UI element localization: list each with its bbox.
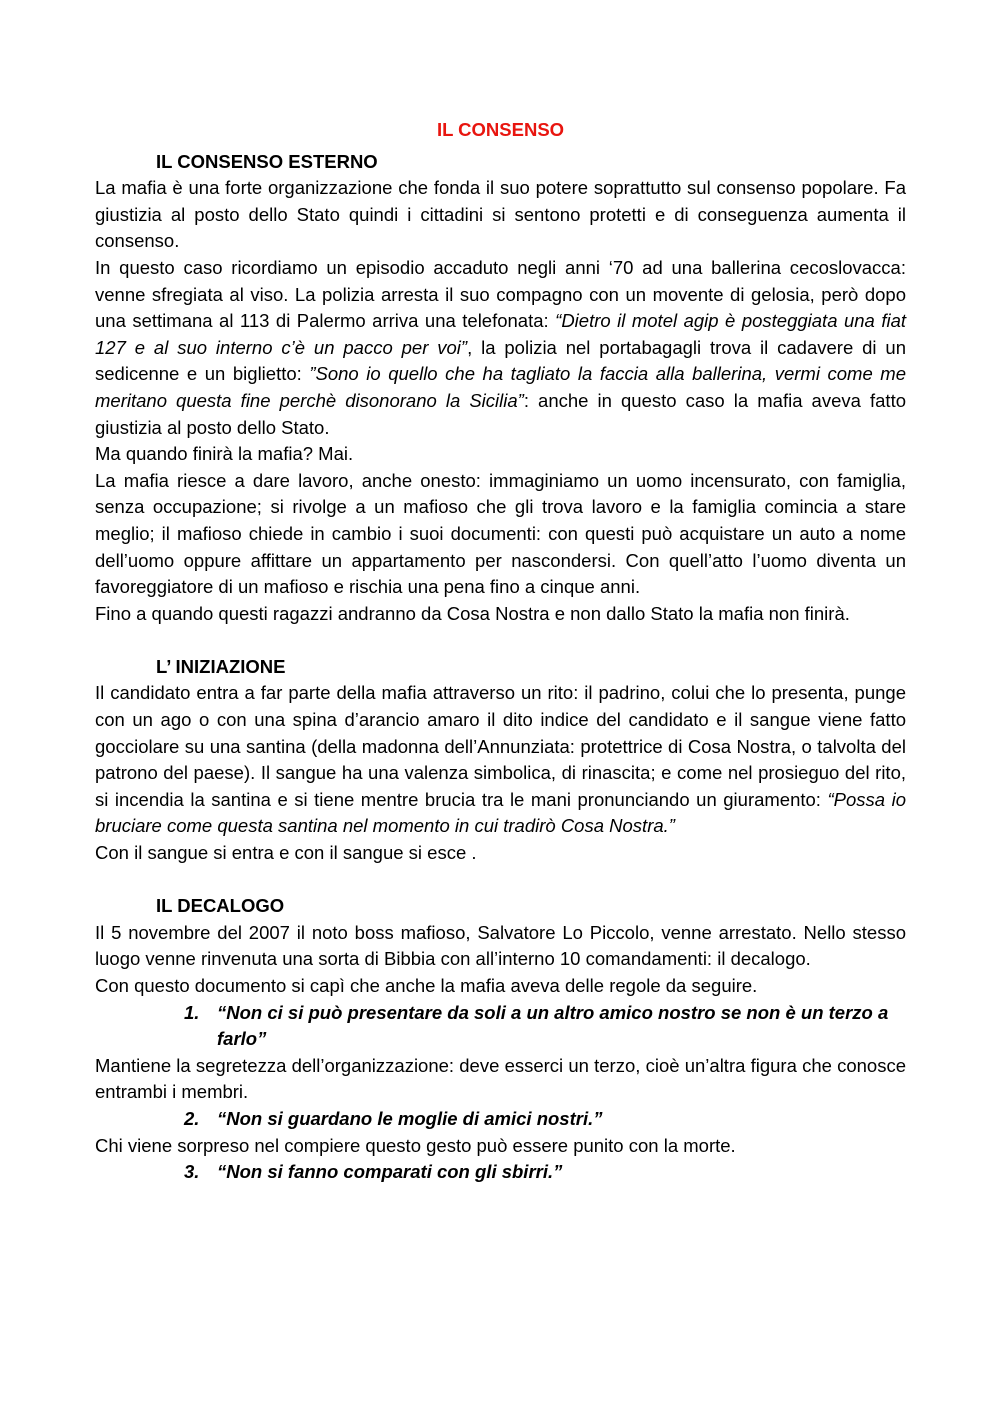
document-title: IL CONSENSO — [436, 119, 565, 140]
rule-list-item — [95, 1106, 906, 1133]
paragraph: Ma quando finirà la mafia? Mai. — [95, 443, 354, 465]
paragraph: Con il sangue si entra e con il sangue si esce . — [95, 842, 477, 864]
rule-explanation: Mantiene la segretezza dell’organizzazione: deve esserci un terzo, cioè un’altra figura che conosce entrambi i membri. — [95, 1054, 906, 1103]
paragraph: La mafia è una forte organizzazione che fonda il suo potere soprattutto sul consenso popolare. Fa giustizia al posto dello Stato quindi i cittadini si sentono protetti e di conseguenza aumenta il consenso. — [95, 177, 906, 252]
rule-list-item — [95, 1159, 906, 1186]
section-heading-iniziazione: L’ INIZIAZIONE — [156, 655, 286, 677]
rule-list-item — [95, 1000, 906, 1053]
paragraph: La mafia riesce a dare lavoro, anche onesto: immaginiamo un uomo incensurato, con famiglia, senza occupazione; si rivolge a un mafioso che gli trova lavoro e la famiglia comincia a stare meglio; il mafioso chiede in cambio i suoi documenti: con questi può acquistare un auto a nome dell’uomo oppure affittare un appartamento per nascondersi. Con quell’atto l’uomo diventa un favoreggiatore di un mafioso e rischia una pena fino a cinque anni. — [95, 469, 906, 598]
document-body — [95, 117, 906, 1186]
rule-text: “Non ci si può presentare da soli a un altro amico nostro se non è un terzo a farlo” — [217, 1001, 889, 1050]
rule-text: “Non si guardano le moglie di amici nostri.” — [217, 1107, 603, 1129]
rule-number: 3. — [184, 1161, 200, 1183]
paragraph: Con questo documento si capì che anche la mafia aveva delle regole da seguire. — [95, 975, 758, 996]
rule-number: 2. — [184, 1107, 200, 1129]
paragraph: Fino a quando questi ragazzi andranno da Cosa Nostra e non dallo Stato la mafia non finirà. — [95, 602, 850, 624]
paragraph: Il 5 novembre del 2007 il noto boss mafioso, Salvatore Lo Piccolo, venne arrestato. Nello stesso luogo venne rinvenuta una sorta di Bibbia con all’interno 10 comandamenti: il decalogo. — [95, 921, 906, 970]
rule-number: 1. — [184, 1001, 200, 1023]
rule-explanation: Chi viene sorpreso nel compiere questo gesto può essere punito con la morte. — [95, 1134, 736, 1156]
paragraph: Il candidato entra a far parte della mafia attraverso un rito: il padrino, colui che lo presenta, punge con un ago o con una spina d’arancio amaro il dito indice del candidato e il sangue viene fatto gocciolare su una santina (della madonna dell’Annunziata: protettrice di Cosa Nostra, o talvolta del patrono del paese). Il sangue ha una valenza simbolica, di rinascita; e come nel prosieguo del rito, si incendia la santina e si tiene mentre brucia tra le mani pronunciando un giuramento: “Possa io bruciare come questa santina nel momento in cui tradirò Cosa Nostra.” — [95, 682, 906, 837]
rule-text: “Non si fanno comparati con gli sbirri.” — [217, 1161, 563, 1183]
section-heading-decalogo: IL DECALOGO — [156, 895, 285, 917]
section-heading-consenso-esterno: IL CONSENSO ESTERNO — [156, 150, 378, 172]
paragraph: In questo caso ricordiamo un episodio accaduto negli anni ‘70 ad una ballerina cecoslovacca: venne sfregiata al viso. La polizia arresta il suo compagno con un movente di gelosia, però dopo una settimana al 113 di Palermo arriva una telefonata: “Dietro il motel agip è posteggiata una fiat 127 e al suo interno c’è un pacco per voi”, la polizia nel portabagagli trova il cadavere di un sedicenne e un biglietto: ”Sono io quello che ha tagliato la faccia alla ballerina, vermi come me meritano questa fine perchè disonorano la Sicilia”: anche in questo caso la mafia aveva fatto giustizia al posto dello Stato. — [95, 256, 906, 438]
